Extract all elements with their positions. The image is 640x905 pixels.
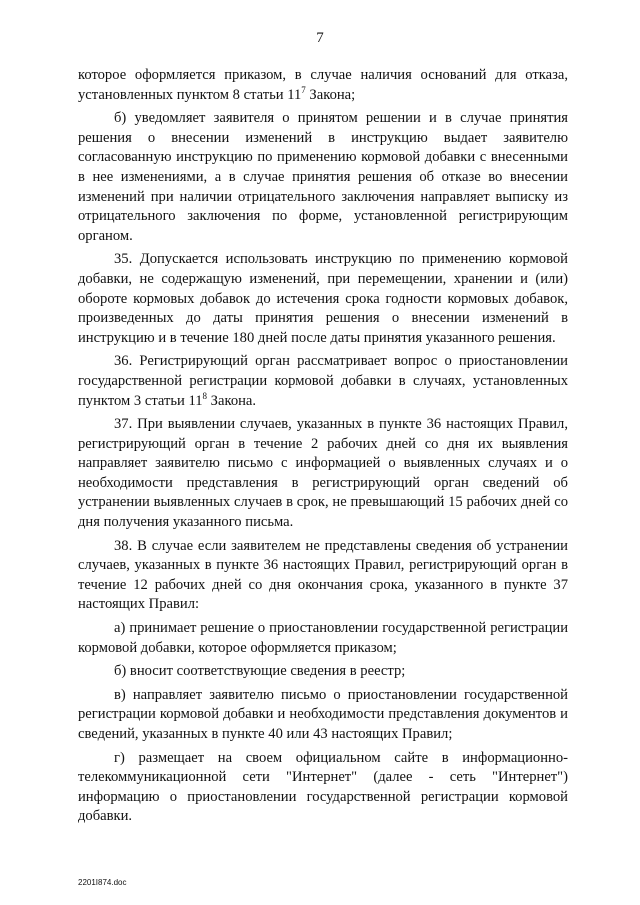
clause-35: 35. Допускается использовать инструкцию по применению кормовой добавки, не содержащую изменений, при перемещении, хранении и (или) обороте кормовых добавок до истечения срока годности кормовых добавок, произведенных до даты принятия решения о внесении изменений в инструкцию и в течение 180 дней после даты принятия указанного решения. [78, 251, 568, 346]
clause-38-a: а) принимает решение о приостановлении государственной регистрации кормовой добавки, которое оформляется приказом; [78, 620, 568, 656]
superscript: 7 [301, 84, 306, 95]
paragraph-tail: Закона. [207, 392, 257, 409]
paragraph-text: которое оформляется приказом, в случае наличия оснований для отказа, установленных пунктом 8 статьи 11 [78, 67, 568, 103]
clause-38-g: г) размещает на своем официальном сайте в информационно-телекоммуникационной сети "Интернет" (далее - сеть "Интернет") информацию о приостановлении государственной регистрации кормовой добавки. [78, 749, 568, 825]
superscript: 8 [202, 390, 208, 401]
file-name-footer: 2201I874.doc [78, 878, 127, 887]
paragraph-tail: Закона; [305, 86, 356, 103]
clause-38: 38. В случае если заявителем не представлены сведения об устранении случаев, указанных в пункте 36 настоящих Правил, регистрирующий орган в течение 12 рабочих дней со дня окончания срока, указанного в пункте 37 настоящих Правил: [78, 537, 568, 613]
subitem-b: б) уведомляет заявителя о принятом решении и в случае принятия решения о внесении изменений в инструкцию выдает заявителю согласованную инструкцию по применению кормовой добавки с внесенными в нее изменениями, а в случае принятия решения об отказе во внесении изменений при наличии отрицательного заключения направляет выписку из отрицательного заключения по форме, установленной регистрирующим органом. [78, 110, 568, 244]
clause-38-b: б) вносит соответствующие сведения в реестр; [114, 663, 406, 680]
clause-36 [78, 352, 568, 411]
document-body [78, 66, 568, 831]
page-number: 7 [316, 30, 324, 46]
paragraph-text: 36. Регистрирующий орган рассматривает вопрос о приостановлении государственной регистрации кормовой добавки в случаях, установленных пунктом 3 статьи 11 [78, 353, 568, 409]
clause-37: 37. При выявлении случаев, указанных в пункте 36 настоящих Правил, регистрирующий орган в течение 2 рабочих дней со дня их выявления направляет заявителю письмо с информацией о выявленных случаях и о необходимости представления в регистрирующий орган сведений об устранении выявленных случаев в срок, не превышающий 15 рабочих дней со дня получения указанного письма. [78, 416, 568, 531]
paragraph-continuation [78, 66, 568, 105]
clause-38-v: в) направляет заявителю письмо о приостановлении государственной регистрации кормовой добавки и необходимости представления документов и сведений, указанных в пункте 40 или 43 настоящих Правил; [78, 686, 568, 742]
